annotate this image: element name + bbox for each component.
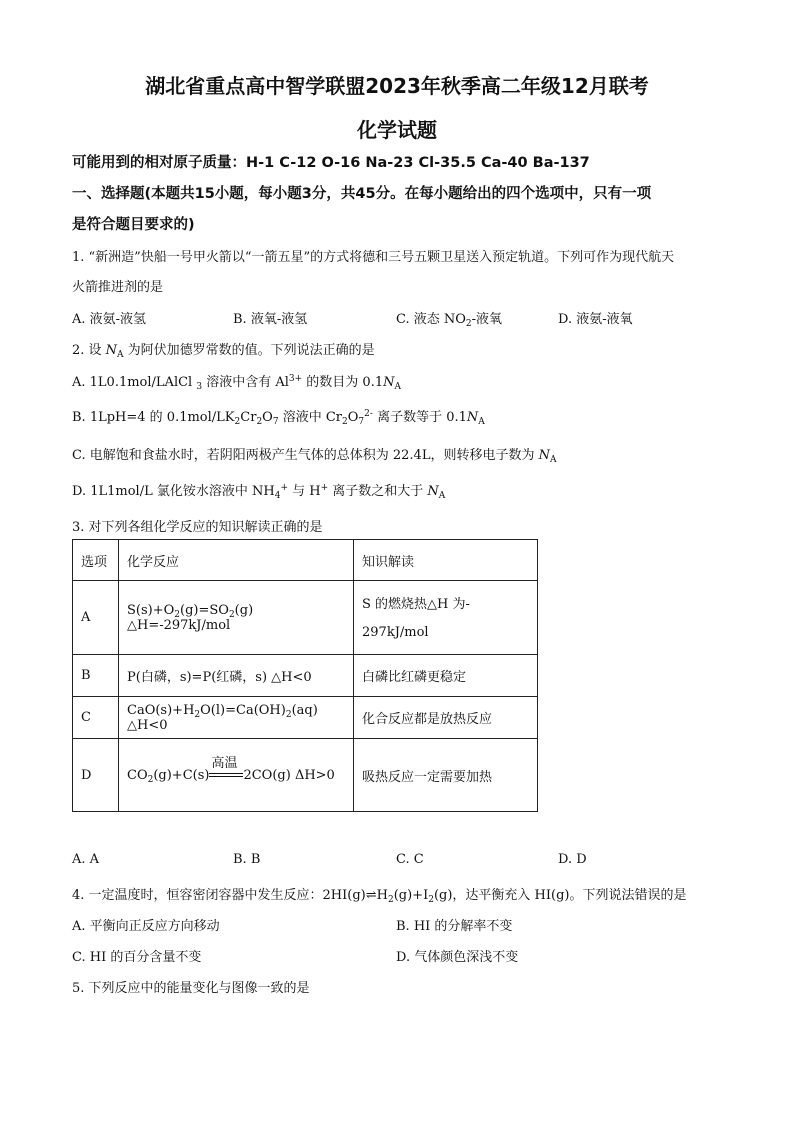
header-option: 选项: [73, 540, 119, 581]
atomic-mass-note: 可能用到的相对原子质量：H-1 C-12 O-16 Na-23 Cl-35.5 Ca-40 Ba-137: [72, 155, 590, 171]
header-interpretation: 知识解读: [354, 540, 538, 581]
q4-option-d: D. 气体颜色深浅不变: [396, 950, 519, 965]
q3-table: [72, 539, 538, 812]
row-reaction: P(白磷，s)=P(红磷，s) △H<0: [119, 655, 354, 697]
q1-option-c: C. 液态 $NO_2-$液氧: [396, 312, 503, 329]
q3-answer-b: B. B: [233, 852, 261, 867]
q3-answer-a: A. A: [72, 852, 100, 867]
q1-stem-line1: 1. “新洲造”快船一号甲火箭以“一箭五星”的方式将德和三号五颗卫星送入预定轨道。下列可作为现代航天: [72, 250, 675, 265]
section1-heading-line2: 是符合题目要求的): [72, 217, 195, 233]
q5-stem: 5. 下列反应中的能量变化与图像一致的是: [72, 981, 310, 996]
row-interpretation: 白磷比红磷更稳定: [354, 655, 538, 697]
table-row: [73, 739, 538, 812]
q4-stem: 4. 一定温度时，恒容密闭容器中发生反应：$2HI(g)\rightleftharpoons H_2(g)+I_2(g)$，达平衡充入 HI(g)。下列说法错误的是: [72, 888, 687, 905]
row-interpretation: 吸热反应一定需要加热: [354, 739, 538, 812]
header-reaction: 化学反应: [119, 540, 354, 581]
q3-stem: 3. 对下列各组化学反应的知识解读正确的是: [72, 520, 323, 535]
row-interpretation: 化合反应都是放热反应: [354, 697, 538, 739]
q4-option-c: C. HI 的百分含量不变: [72, 950, 202, 965]
q3-answer-c: C. C: [396, 852, 424, 867]
row-reaction: $S(s)+O_2(g)=SO_2(g)$ △H=-297kJ/mol: [119, 581, 354, 655]
table-row: [73, 655, 538, 697]
row-option: D: [73, 739, 119, 812]
section1-heading-line1: 一、选择题(本题共15小题，每小题3分，共45分。在每小题给出的四个选项中，只有一项: [72, 186, 652, 202]
row-option: B: [73, 655, 119, 697]
q3-answer-d: D. D: [558, 852, 587, 867]
q2-option-a: A. 1L0.1mol/LAlCl $_3$ 溶液中含有 $Al^{3+}$ 的数目为 $0.1N_A$: [72, 374, 401, 392]
q4-option-a: A. 平衡向正反应方向移动: [72, 919, 220, 934]
row-option: A: [73, 581, 119, 655]
row-reaction: $CaO(s)+H_2O(l)=Ca(OH)_2(aq)$ △H<0: [119, 697, 354, 739]
row-interpretation: S 的燃烧热△H 为- 297kJ/mol: [354, 581, 538, 655]
q2-option-d: D. 1L1mol/L 氯化铵水溶液中 $NH_4^+$ 与 H+ 离子数之和大于 $N_A$: [72, 483, 446, 501]
table-header-row: [73, 540, 538, 581]
row-reaction: $CO_2(g)+C(s)$ 高温 2CO(g) ΔH>0: [119, 739, 354, 812]
q1-option-a: A. 液氨-液氢: [72, 312, 147, 327]
reaction-condition-arrow: 高温: [209, 768, 243, 782]
q1-stem-line2: 火箭推进剂的是: [72, 280, 164, 295]
exam-subtitle: 化学试题: [357, 118, 437, 142]
q1-option-b: B. 液氧-液氢: [233, 312, 308, 327]
q1-option-d: D. 液氨-液氧: [558, 312, 633, 327]
table-row: [73, 581, 538, 655]
table-row: [73, 697, 538, 739]
q4-option-b: B. HI 的分解率不变: [396, 919, 513, 934]
q2-option-c: C. 电解饱和食盐水时，若阴阳两极产生气体的总体积为 22.4L，则转移电子数为 $N_A$: [72, 448, 557, 465]
q2-stem: 2. 设 $N_A$ 为阿伏加德罗常数的值。下列说法正确的是: [72, 343, 375, 360]
exam-title: 湖北省重点高中智学联盟2023年秋季高二年级12月联考: [145, 74, 649, 98]
q2-option-b: B. 1LpH=4 的 $0.1mol/LK_2Cr_2O_7$ 溶液中 $Cr_2O_7^{2-}$ 离子数等于 $0.1N_A$: [72, 409, 485, 427]
row-option: C: [73, 697, 119, 739]
